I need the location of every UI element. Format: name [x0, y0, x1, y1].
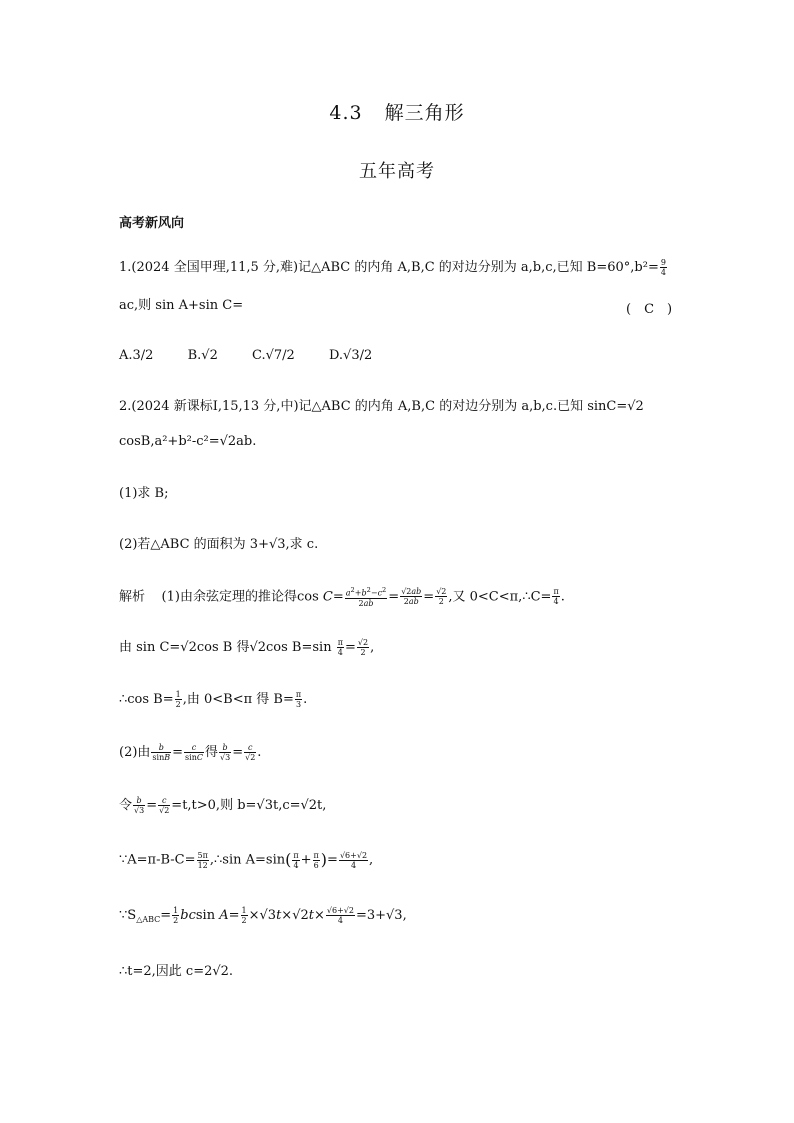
- fraction: $\frac{b}{√3}$: [134, 796, 145, 815]
- chapter-name: 解三角形: [384, 102, 465, 124]
- fraction: $\frac{√2}{2}$: [357, 638, 369, 657]
- solution-l4-prefix: (2)由: [119, 745, 151, 760]
- solution-l5-prefix: 令: [119, 798, 133, 813]
- solution-l1-prefix: (1)由余弦定理的推论得: [161, 589, 297, 605]
- fraction: $\frac{√6+√2}{4}$: [326, 906, 354, 925]
- solution-line1: 解析 (1)由余弦定理的推论得cos C= $\frac{a^2+b^2-c^2}{2ab}$ = $\frac{√2ab}{2ab}$ = $\frac{√2}{2}$ ,又 0<C<π,∴C= $\frac{\pi}{4}$ .: [119, 586, 565, 608]
- solution-label: 解析: [119, 589, 146, 605]
- solution-line7: $\because S_{\triangle ABC}=$ $\frac{1}{2}$ bcsin A= $\frac{1}{2}$ ×√3t×√2t× $\frac{√6+√2}{4}$ =3+√3,: [119, 906, 407, 925]
- fraction: $\frac{\pi}{4}$: [293, 850, 299, 870]
- q2-part1: (1)求 B;: [119, 486, 169, 501]
- solution-l3-mid: ,由 0<B<π 得 B=: [182, 692, 294, 707]
- fraction: $\frac{5\pi}{12}$: [197, 850, 208, 870]
- solution-l7-suffix: =3+√3,: [355, 908, 407, 923]
- frac-numerator: 9: [660, 258, 666, 267]
- fraction: $\frac{\pi}{6}$: [313, 850, 319, 870]
- fraction: $\frac{√2}{2}$: [436, 587, 447, 607]
- q1-stem-line1: [119, 258, 668, 278]
- fraction: $\frac{1}{2}$: [175, 690, 181, 709]
- q1-option-d: D.√3/2: [328, 348, 373, 363]
- fraction: $\frac{√6+√2}{4}$: [339, 850, 368, 870]
- frac-denominator: 4: [660, 268, 666, 277]
- fraction: $\frac{1}{2}$: [241, 906, 247, 925]
- solution-l4-mid: 得: [205, 745, 219, 760]
- solution-l7-prefix: ∵S: [119, 908, 137, 923]
- fraction: $\frac{\pi}{4}$: [337, 638, 343, 657]
- fraction: $\frac{b}{√3}$: [220, 743, 231, 762]
- solution-line8: ∴t=2,因此 c=2√2.: [119, 964, 234, 979]
- solution-line4: (2)由 $\frac{b}{\sin B}$ = $\frac{c}{\sin C}$ 得 $\frac{b}{√3}$ = $\frac{c}{√2}$ .: [119, 743, 262, 762]
- fraction: $\frac{c}{√2}$: [159, 796, 170, 815]
- solution-l6-mid: ,∴sin A=sin: [209, 852, 286, 868]
- q1-option-b: B.√2: [187, 348, 218, 363]
- fraction: $\frac{1}{2}$: [173, 906, 179, 925]
- chapter-number: 4.3: [329, 102, 363, 124]
- q1-options: [119, 346, 402, 366]
- solution-line3: ∴cos B= $\frac{1}{2}$ ,由 0<B<π 得 B= $\frac{\pi}{3}$ .: [119, 690, 308, 709]
- area-subscript: △ABC: [136, 915, 161, 924]
- q1-stem-text: 1.(2024 全国甲理,11,5 分,难)记△ABC 的内角 A,B,C 的对边分别为 a,b,c,已知 B=60°,b²=: [119, 260, 659, 275]
- solution-l2-prefix: 由 sin C=√2cos B 得√2cos B=sin: [119, 640, 332, 655]
- solution-l3-prefix: ∴cos B=: [119, 692, 174, 707]
- solution-line2: 由 sin C=√2cos B 得√2cos B=sin $\frac{\pi}{4}$ = $\frac{√2}{2}$ ,: [119, 638, 375, 657]
- fraction: $\frac{√2ab}{2ab}$: [401, 587, 422, 607]
- chapter-title: [0, 98, 794, 125]
- fraction: $\frac{\pi}{3}$: [295, 690, 302, 709]
- q1-stem-line2: ac,则 sin A+sin C=: [119, 298, 244, 313]
- q2-stem-line1: 2.(2024 新课标Ⅰ,15,13 分,中)记△ABC 的内角 A,B,C 的对边分别为 a,b,c.已知 sinC=√2: [119, 399, 644, 414]
- fraction: $\frac{c}{\sin C}$: [185, 743, 203, 762]
- section-subtitle: 五年高考: [359, 161, 435, 182]
- solution-line6: ∵A=π-B-C= $\frac{5\pi}{12}$ ,∴sin A=sin( $\frac{\pi}{4}$ + $\frac{\pi}{6}$ )= $\frac{√6+√2}{4}$ ,: [119, 850, 374, 870]
- solution-l6-prefix: ∵A=π-B-C=: [119, 852, 196, 868]
- solution-line5: 令 $\frac{b}{√3}$ = $\frac{c}{√2}$ =t,t>0,则 b=√3t,c=√2t,: [119, 796, 327, 815]
- q1-answer: ( C ): [626, 302, 673, 317]
- fraction: $\frac{\pi}{4}$: [553, 587, 559, 607]
- cosine-fraction: $\frac{a^2+b^2-c^2}{2ab}$: [345, 586, 387, 608]
- q1-option-a: A.3/2: [119, 348, 154, 363]
- q1-option-c: C.√7/2: [251, 348, 295, 363]
- fraction: $\frac{b}{\sin B}$: [152, 743, 171, 762]
- q2-stem-line2: cosB,a²+b²-c²=√2ab.: [119, 434, 257, 449]
- section-heading: 高考新风向: [119, 216, 185, 231]
- fraction: $\frac{c}{√2}$: [245, 743, 256, 762]
- solution-l5-suffix: =t,t>0,则 b=√3t,c=√2t,: [171, 798, 327, 813]
- solution-l1-suffix: ,又 0<C<π,∴C=: [448, 589, 552, 605]
- q2-part2: (2)若△ABC 的面积为 3+√3,求 c.: [119, 537, 319, 552]
- q1-coef-fraction: [660, 258, 667, 277]
